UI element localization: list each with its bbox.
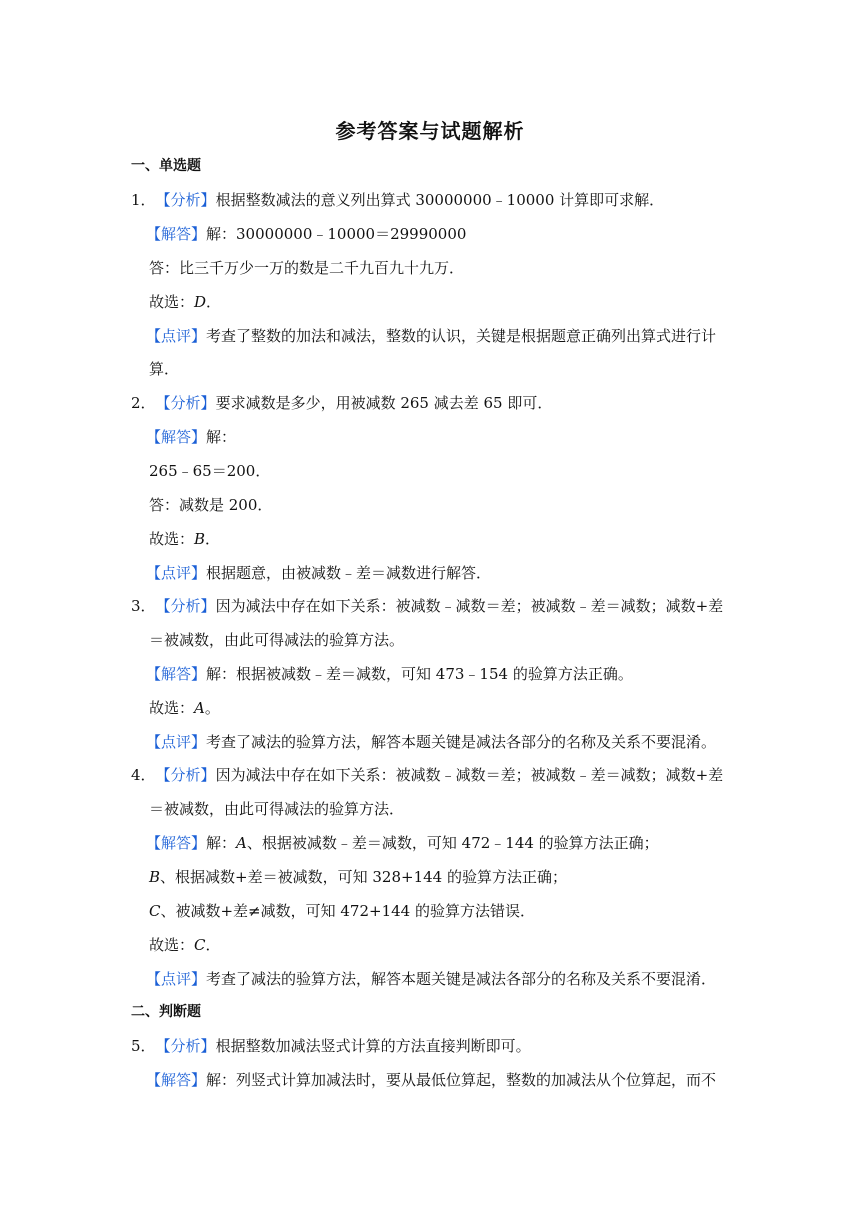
comment-tag: 【点评】 xyxy=(146,564,207,582)
option-a-letter: A xyxy=(236,834,247,852)
comment-tag: 【点评】 xyxy=(146,327,207,345)
q4-answer-a-text: 、根据被减数﹣差＝减数，可知 472﹣144 的验算方法正确； xyxy=(246,834,659,852)
q3-comment-text: 考查了减法的验算方法，解答本题关键是减法各部分的名称及关系不要混淆。 xyxy=(206,733,717,751)
section-heading-judgement: 二、判断题 xyxy=(131,1004,201,1020)
question-number: 2． xyxy=(131,394,156,412)
q2-answer-line xyxy=(146,426,236,448)
punctuation: 。 xyxy=(204,699,220,717)
answer-tag: 【解答】 xyxy=(146,225,207,243)
q3-comment-line xyxy=(146,731,716,753)
page-title: 参考答案与试题解析 xyxy=(335,119,525,143)
question-number: 1． xyxy=(131,191,156,209)
q1-choice: D xyxy=(194,293,207,311)
q2-analysis-line xyxy=(131,392,552,414)
q2-calculation: 265﹣65＝200． xyxy=(149,462,271,480)
q4-answer-b-line xyxy=(149,866,567,888)
q4-comment-line xyxy=(146,968,716,990)
q5-analysis-line xyxy=(131,1035,531,1057)
q4-answer-prefix: 解： xyxy=(206,834,237,852)
option-c-letter: C xyxy=(149,902,161,920)
q3-answer-text: 解：根据被减数﹣差＝减数，可知 473﹣154 的验算方法正确。 xyxy=(206,665,633,683)
answer-tag: 【解答】 xyxy=(146,1071,207,1089)
analysis-tag: 【分析】 xyxy=(155,1037,216,1055)
q3-analysis-line xyxy=(131,595,723,617)
choose-prefix: 故选： xyxy=(149,293,195,311)
choose-prefix: 故选： xyxy=(149,699,195,717)
q2-answer-text: 解： xyxy=(206,428,237,446)
q2-choice: B xyxy=(194,530,206,548)
q1-analysis-line xyxy=(131,189,664,211)
punctuation: ． xyxy=(205,936,221,954)
answer-tag: 【解答】 xyxy=(146,428,207,446)
q3-analysis-text: 因为减法中存在如下关系：被减数﹣减数＝差；被减数﹣差＝减数；减数+差 xyxy=(215,597,724,615)
q5-answer-text: 解：列竖式计算加减法时，要从最低位算起，整数的加减法从个位算起，而不 xyxy=(206,1071,717,1089)
q1-comment-line xyxy=(146,325,716,347)
q3-choice-line xyxy=(149,697,220,719)
q3-analysis-continued: ＝被减数，由此可得减法的验算方法。 xyxy=(149,631,405,649)
punctuation: ． xyxy=(206,293,222,311)
q2-choice-line xyxy=(149,528,220,550)
analysis-tag: 【分析】 xyxy=(155,597,216,615)
punctuation: ． xyxy=(205,530,221,548)
comment-tag: 【点评】 xyxy=(146,733,207,751)
q3-answer-line xyxy=(146,663,633,685)
choose-prefix: 故选： xyxy=(149,530,195,548)
q2-comment-line xyxy=(146,562,491,584)
q4-choice-line xyxy=(149,934,221,956)
q3-choice: A xyxy=(194,699,205,717)
q2-reply: 答：减数是 200． xyxy=(149,496,273,514)
choose-prefix: 故选： xyxy=(149,936,195,954)
q5-analysis-text: 根据整数加减法竖式计算的方法直接判断即可。 xyxy=(215,1037,531,1055)
analysis-tag: 【分析】 xyxy=(155,766,216,784)
q2-comment-text: 根据题意，由被减数﹣差＝减数进行解答． xyxy=(206,564,492,582)
analysis-tag: 【分析】 xyxy=(155,191,216,209)
q4-comment-text: 考查了减法的验算方法，解答本题关键是减法各部分的名称及关系不要混淆． xyxy=(206,970,717,988)
q4-analysis-text: 因为减法中存在如下关系：被减数﹣减数＝差；被减数﹣差＝减数；减数+差 xyxy=(215,766,724,784)
q1-answer-text: 解：30000000﹣10000＝29990000 xyxy=(206,225,467,243)
q4-analysis-line xyxy=(131,764,723,786)
q1-analysis-text: 根据整数减法的意义列出算式 30000000﹣10000 计算即可求解． xyxy=(215,191,665,209)
answer-tag: 【解答】 xyxy=(146,665,207,683)
section-heading-single-choice: 一、单选题 xyxy=(131,158,201,174)
q4-answer-b-text: 、根据减数+差＝被减数，可知 328+144 的验算方法正确； xyxy=(160,868,567,886)
q1-choice-line xyxy=(149,291,221,313)
q1-answer-line xyxy=(146,223,466,245)
option-b-letter: B xyxy=(149,868,161,886)
comment-tag: 【点评】 xyxy=(146,970,207,988)
q1-reply: 答：比三千万少一万的数是二千九百九十九万． xyxy=(149,259,465,277)
analysis-tag: 【分析】 xyxy=(155,394,216,412)
q4-analysis-continued: ＝被减数，由此可得减法的验算方法． xyxy=(149,800,405,818)
question-number: 4． xyxy=(131,766,156,784)
q5-answer-line xyxy=(146,1069,716,1091)
q4-answer-c-line xyxy=(149,900,535,922)
question-number: 3． xyxy=(131,597,156,615)
answer-tag: 【解答】 xyxy=(146,834,207,852)
question-number: 5． xyxy=(131,1037,156,1055)
q4-choice: C xyxy=(194,936,206,954)
q2-analysis-text: 要求减数是多少，用被减数 265 减去差 65 即可． xyxy=(215,394,553,412)
q4-answer-line xyxy=(146,832,659,854)
q1-comment-text: 考查了整数的加法和减法，整数的认识，关键是根据题意正确列出算式进行计 xyxy=(206,327,717,345)
q1-comment-continued: 算． xyxy=(149,360,180,378)
q4-answer-c-text: 、被减数+差≠减数，可知 472+144 的验算方法错误． xyxy=(160,902,535,920)
